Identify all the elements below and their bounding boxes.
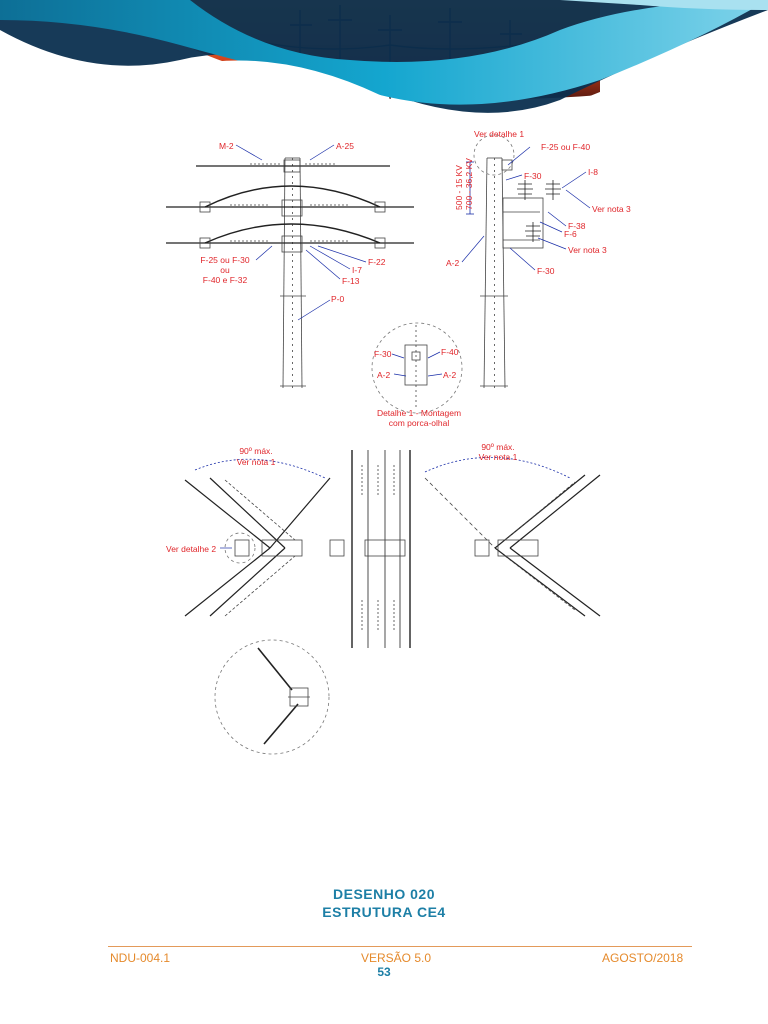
footer-doc-code: NDU-004.1	[110, 951, 171, 965]
label-36kv: 700 - 36,2 KV	[464, 158, 474, 210]
label-ver-nota-3-a: Ver nota 3	[592, 204, 631, 214]
front-view-pole	[280, 158, 306, 388]
label-p0: P-0	[331, 294, 345, 304]
label-f13: F-13	[342, 276, 360, 286]
label-angle-left-1: 90º máx.	[239, 446, 273, 456]
drawing-subtitle: ESTRUTURA CE4	[322, 904, 446, 920]
page-number: 53	[377, 965, 391, 979]
footer-date: AGOSTO/2018	[602, 951, 684, 965]
label-detail-a2-left: A-2	[377, 370, 391, 380]
label-f25-f40: F-25 ou F-40	[541, 142, 591, 152]
label-m2: M-2	[219, 141, 234, 151]
label-a2-side: A-2	[446, 258, 460, 268]
detail-2-circle	[215, 640, 329, 754]
footer-divider	[108, 946, 692, 947]
front-view-conductors	[166, 160, 414, 252]
label-f38: F-38	[568, 221, 586, 231]
label-detalhe-1-line2: com porca-olhal	[388, 418, 450, 428]
drawing-title: DESENHO 020	[333, 886, 435, 902]
label-angle-left-2: Ver nota 1	[236, 457, 276, 467]
label-f40-f32: F-40 e F-32	[202, 275, 248, 285]
plan-view-middle	[330, 450, 410, 648]
label-ver-detalhe-1: Ver detalhe 1	[474, 129, 525, 139]
footer-version: VERSÃO 5.0	[361, 951, 432, 965]
detail-1-circle	[372, 323, 462, 413]
label-angle-right-1: 90º máx.	[481, 442, 515, 452]
label-ver-detalhe-2: Ver detalhe 2	[166, 544, 217, 554]
label-ou: ou	[220, 265, 230, 275]
label-f30-a: F-30	[524, 171, 542, 181]
label-15kv: 500 - 15 KV	[454, 165, 464, 210]
plan-view-right	[425, 457, 600, 616]
label-detail-a2-right: A-2	[443, 370, 457, 380]
label-f25-f30: F-25 ou F-30	[200, 255, 250, 265]
label-a25: A-25	[336, 141, 354, 151]
label-detail-f30: F-30	[374, 349, 392, 359]
side-insulators	[517, 180, 561, 242]
label-detalhe-1-line1: Detalhe 1 - Montagem	[376, 408, 462, 418]
label-i7: I-7	[352, 265, 362, 275]
label-i8: I-8	[588, 167, 598, 177]
label-f30-b: F-30	[537, 266, 555, 276]
label-detail-f40: F-40	[441, 347, 459, 357]
label-f6: F-6	[564, 229, 577, 239]
plan-view-left	[185, 459, 330, 616]
label-f22: F-22	[368, 257, 386, 267]
label-angle-right-2: Ver nota 1	[478, 452, 518, 462]
label-ver-nota-3-b: Ver nota 3	[568, 245, 607, 255]
